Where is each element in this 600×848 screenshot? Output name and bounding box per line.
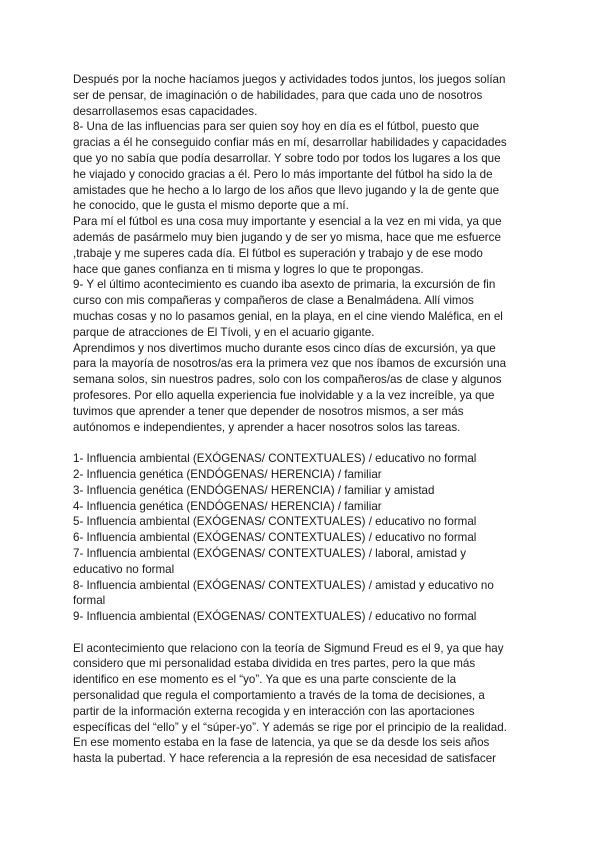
text-line: semana solos, sin nuestros padres, solo con los compañeros/as de clase y algunos — [73, 373, 502, 387]
text-line: además de pasármelo muy bien jugando y de ser yo misma, hace que me esfuerce — [73, 230, 501, 244]
list-item: 6- Influencia ambiental (EXÓGENAS/ CONTEXTUALES) / educativo no formal — [73, 531, 477, 545]
text-line: específicas del “ello” y el “súper-yo”. Y además se rige por el principio de la realidad. — [73, 720, 507, 734]
text-line: hace que ganes confianza en ti misma y logres lo que te propongas. — [73, 262, 424, 276]
document-page — [73, 72, 529, 767]
text-line: 9- Y el último acontecimiento es cuando iba asexto de primaria, la excursión de fin — [73, 278, 496, 292]
text-line: tuvimos que aprender a tener que depender de nosotros mismos, a ser más — [73, 404, 464, 418]
text-line: curso con mis compañeras y compañeros de clase a Benalmádena. Allí vimos — [73, 294, 474, 308]
text-line: Aprendimos y nos divertimos mucho durante esos cinco días de excursión, ya que — [73, 341, 496, 355]
spacer — [73, 625, 529, 641]
text-line: he conocido, que le gusta el mismo deporte que a mí. — [73, 199, 349, 213]
text-line: ,trabaje y me superes cada día. El fútbol es superación y trabajo y de ese modo — [73, 246, 483, 260]
list-item: 5- Influencia ambiental (EXÓGENAS/ CONTEXTUALES) / educativo no formal — [73, 515, 477, 529]
influence-list — [73, 451, 529, 625]
list-item: 3- Influencia genética (ENDÓGENAS/ HERENCIA) / familiar y amistad — [73, 483, 435, 497]
list-item: 9- Influencia ambiental (EXÓGENAS/ CONTEXTUALES) / educativo no formal — [73, 610, 477, 624]
text-line: considero que mi personalidad estaba dividida en tres partes, pero la que más — [73, 657, 476, 671]
list-item: 7- Influencia ambiental (EXÓGENAS/ CONTEXTUALES) / laboral, amistad y — [73, 546, 467, 560]
list-item: 2- Influencia genética (ENDÓGENAS/ HERENCIA) / familiar — [73, 467, 382, 481]
text-line: desarrollasemos esas capacidades. — [73, 104, 258, 118]
list-item: 4- Influencia genética (ENDÓGENAS/ HERENCIA) / familiar — [73, 499, 382, 513]
text-line: he viajado y conocido gracias a él. Pero lo más importante del fútbol ha sido la de — [73, 167, 493, 181]
text-line: muchas cosas y no lo pasamos genial, en la playa, en el cine viendo Maléfica, en el — [73, 309, 503, 323]
text-line: hasta la pubertad. Y hace referencia a la represión de esa necesidad de satisfacer — [73, 752, 497, 766]
list-item: formal — [73, 594, 106, 608]
text-line: gracias a él he conseguido confiar más en mí, desarrollar habilidades y capacidades — [73, 136, 507, 150]
list-item: 8- Influencia ambiental (EXÓGENAS/ CONTEXTUALES) / amistad y educativo no — [73, 578, 494, 592]
text-line: personalidad que regula el comportamiento a través de la toma de decisiones, a — [73, 689, 485, 703]
text-line: 8- Una de las influencias para ser quien soy hoy en día es el fútbol, puesto que — [73, 120, 480, 134]
freud-analysis-block — [73, 641, 529, 767]
text-line: autónomos e independientes, y aprender a hacer nosotros solos las tareas. — [73, 420, 461, 434]
narrative-block — [73, 72, 529, 435]
text-line: para la mayoría de nosotros/as era la primera vez que nos íbamos de excursión una — [73, 357, 507, 371]
text-line: parque de atracciones de El Tívoli, y en el acuario gigante. — [73, 325, 375, 339]
text-line: que yo no sabía que podía desarrollar. Y sobre todo por todos los lugares a los que — [73, 151, 501, 165]
spacer — [73, 435, 529, 451]
list-item: educativo no formal — [73, 562, 175, 576]
text-line: El acontecimiento que relaciono con la teoría de Sigmund Freud es el 9, ya que hay — [73, 641, 504, 655]
text-line: partir de la información externa recogida y en interacción con las aportaciones — [73, 704, 475, 718]
text-line: Para mí el fútbol es una cosa muy importante y esencial a la vez en mi vida, ya que — [73, 215, 502, 229]
list-item: 1- Influencia ambiental (EXÓGENAS/ CONTEXTUALES) / educativo no formal — [73, 452, 477, 466]
text-line: amistades que he hecho a lo largo de los años que llevo jugando y la de gente que — [73, 183, 500, 197]
text-line: Después por la noche hacíamos juegos y actividades todos juntos, los juegos solían — [73, 73, 506, 86]
text-line: En ese momento estaba en la fase de latencia, ya que se da desde los seis años — [73, 736, 490, 750]
text-line: ser de pensar, de imaginación o de habilidades, para que cada uno de nosotros — [73, 88, 483, 102]
text-line: profesores. Por ello aquella experiencia fue inolvidable y a la vez increíble, ya que — [73, 388, 495, 402]
text-line: identifico en ese momento es el “yo”. Ya que es una parte consciente de la — [73, 673, 457, 687]
